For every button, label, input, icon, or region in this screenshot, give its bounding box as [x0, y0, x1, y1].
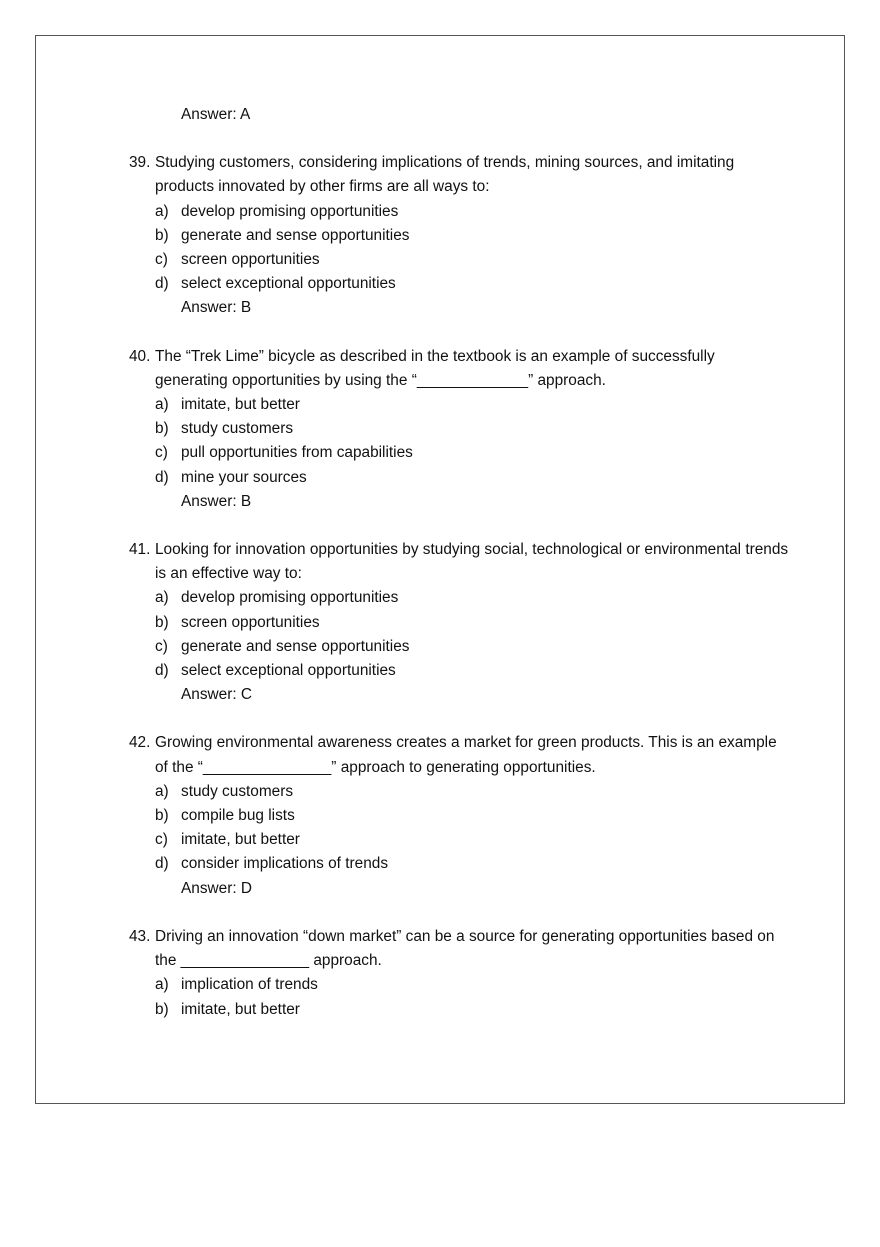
option-item: [129, 998, 789, 1022]
question-stem: [129, 538, 789, 586]
question-40: [129, 345, 789, 514]
question-39: [129, 151, 789, 320]
option-text: screen opportunities: [181, 251, 320, 269]
option-text: mine your sources: [181, 468, 307, 486]
option-text: develop promising opportunities: [181, 202, 399, 220]
question-text: Driving an innovation “down market” can be a source for generating opportunities based on the _______________ approach.: [155, 927, 775, 970]
option-text: pull opportunities from capabilities: [181, 444, 413, 462]
option-text: study customers: [181, 782, 294, 800]
question-41: [129, 538, 789, 707]
option-item: [129, 852, 789, 876]
previous-answer: Answer: A: [181, 106, 251, 123]
option-text: generate and sense opportunities: [181, 226, 410, 244]
question-number: 42.: [129, 734, 151, 752]
option-item: [129, 417, 789, 441]
question-42: [129, 731, 789, 900]
option-item: [129, 248, 789, 272]
question-43: [129, 925, 789, 1022]
option-letter: d): [155, 662, 169, 680]
option-letter: d): [155, 855, 169, 873]
option-letter: c): [155, 831, 168, 849]
option-text: select exceptional opportunities: [181, 275, 396, 293]
option-item: [129, 611, 789, 635]
question-stem: [129, 731, 789, 779]
question-text: Studying customers, considering implications of trends, mining sources, and imitating products innovated by other firms are all ways to:: [155, 154, 735, 196]
question-number: 40.: [129, 347, 151, 365]
option-text: implication of trends: [181, 976, 318, 994]
option-letter: b): [155, 807, 169, 825]
option-item: [129, 466, 789, 490]
question-number: 41.: [129, 541, 151, 559]
question-list: [129, 151, 789, 1022]
answer-line: Answer: B: [181, 299, 252, 317]
answer-line: Answer: C: [181, 686, 252, 704]
option-text: screen opportunities: [181, 613, 320, 631]
option-text: compile bug lists: [181, 807, 295, 825]
option-letter: a): [155, 589, 169, 607]
question-stem: [129, 345, 789, 393]
option-item: [129, 804, 789, 828]
option-item: [129, 828, 789, 852]
option-letter: a): [155, 396, 169, 414]
option-text: imitate, but better: [181, 1000, 300, 1018]
option-letter: c): [155, 444, 168, 462]
option-item: [129, 441, 789, 465]
option-text: develop promising opportunities: [181, 589, 399, 607]
option-letter: c): [155, 637, 168, 655]
option-letter: a): [155, 782, 169, 800]
option-letter: b): [155, 1000, 169, 1018]
option-text: select exceptional opportunities: [181, 662, 396, 680]
option-letter: b): [155, 226, 169, 244]
question-stem: [129, 151, 789, 199]
option-item: [129, 200, 789, 224]
option-letter: d): [155, 468, 169, 486]
option-item: [129, 973, 789, 997]
answer-line: Answer: B: [181, 492, 252, 510]
document-body: [129, 103, 789, 1022]
option-item: [129, 659, 789, 683]
question-text: Growing environmental awareness creates a market for green products. This is an example of the “_______________” approach to generating opportunities.: [155, 734, 777, 776]
option-letter: b): [155, 613, 169, 631]
option-item: [129, 780, 789, 804]
option-letter: a): [155, 976, 169, 994]
option-letter: b): [155, 420, 169, 438]
option-text: imitate, but better: [181, 831, 300, 849]
option-text: study customers: [181, 420, 294, 438]
question-text: The “Trek Lime” bicycle as described in the textbook is an example of successfully generating opportunities by using the “_____________” approach.: [155, 347, 715, 389]
question-number: 39.: [129, 154, 151, 172]
option-text: consider implications of trends: [181, 855, 389, 873]
question-text: Looking for innovation opportunities by studying social, technological or environmental trends is an effective way to:: [155, 541, 789, 583]
option-item: [129, 635, 789, 659]
option-item: [129, 224, 789, 248]
option-item: [129, 272, 789, 296]
option-item: [129, 586, 789, 610]
option-text: imitate, but better: [181, 396, 300, 414]
question-stem: [129, 925, 789, 973]
option-letter: c): [155, 251, 168, 269]
answer-line: Answer: D: [181, 879, 252, 897]
option-letter: d): [155, 275, 169, 293]
option-text: generate and sense opportunities: [181, 637, 410, 655]
option-letter: a): [155, 202, 169, 220]
question-number: 43.: [129, 927, 151, 945]
option-item: [129, 393, 789, 417]
